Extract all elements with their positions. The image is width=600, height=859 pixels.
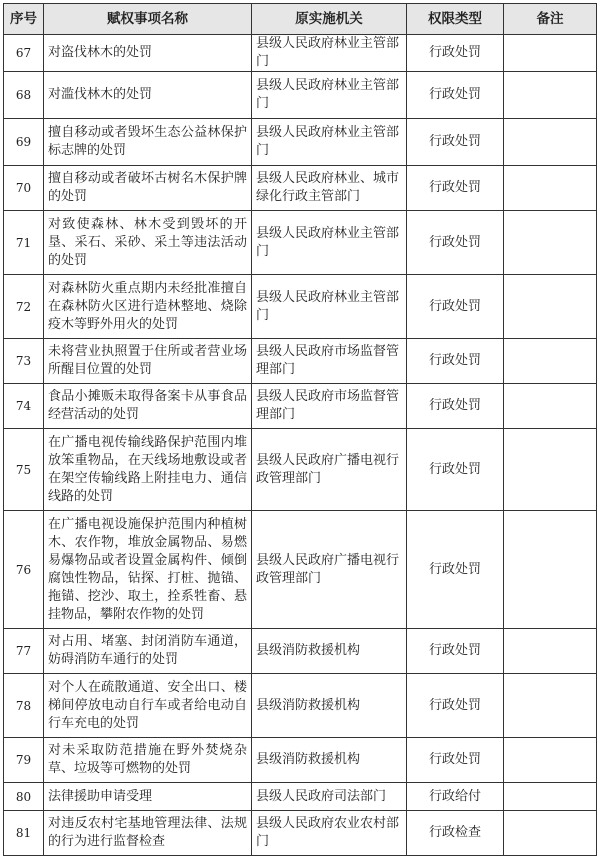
authority-type: 行政检查: [407, 811, 504, 856]
table-row: [4, 72, 597, 119]
row-number: 74: [4, 384, 44, 429]
original-agency: 县级消防救援机构: [252, 738, 407, 783]
authority-type: 行政处罚: [407, 72, 504, 119]
table-body: [4, 35, 597, 856]
authority-type: 行政处罚: [407, 384, 504, 429]
authority-type: 行政处罚: [407, 275, 504, 339]
table-row: [4, 783, 597, 811]
item-name: 对违反农村宅基地管理法律、法规的行为进行监督检查: [44, 811, 252, 856]
authority-type: 行政处罚: [407, 738, 504, 783]
table-row: [4, 211, 597, 275]
item-name: 对滥伐林木的处罚: [44, 72, 252, 119]
header-org: 原实施机关: [252, 4, 407, 35]
table-row: [4, 275, 597, 339]
remarks: [504, 275, 597, 339]
row-number: 75: [4, 429, 44, 511]
authority-type: 行政处罚: [407, 119, 504, 166]
item-name: 在广播电视传输线路保护范围内堆放笨重物品，在天线场地敷设或者在架空传输线路上附挂电力、通信线路的处罚: [44, 429, 252, 511]
remarks: [504, 384, 597, 429]
table-row: [4, 166, 597, 211]
original-agency: 县级人民政府广播电视行政管理部门: [252, 429, 407, 511]
remarks: [504, 811, 597, 856]
header-seq: 序号: [4, 4, 44, 35]
row-number: 79: [4, 738, 44, 783]
original-agency: 县级人民政府林业主管部门: [252, 35, 407, 72]
row-number: 73: [4, 339, 44, 384]
remarks: [504, 35, 597, 72]
table-row: [4, 119, 597, 166]
item-name: 对个人在疏散通道、安全出口、楼梯间停放电动自行车或者给电动自行车充电的处罚: [44, 674, 252, 738]
authority-type: 行政处罚: [407, 166, 504, 211]
row-number: 76: [4, 511, 44, 629]
row-number: 80: [4, 783, 44, 811]
authority-type: 行政处罚: [407, 35, 504, 72]
item-name: 食品小摊贩未取得备案卡从事食品经营活动的处罚: [44, 384, 252, 429]
row-number: 69: [4, 119, 44, 166]
remarks: [504, 511, 597, 629]
original-agency: 县级人民政府农业农村部门: [252, 811, 407, 856]
table-row: [4, 674, 597, 738]
original-agency: 县级人民政府林业主管部门: [252, 119, 407, 166]
table-row: [4, 339, 597, 384]
item-name: 对盗伐林木的处罚: [44, 35, 252, 72]
authority-type: 行政处罚: [407, 339, 504, 384]
header-item: 赋权事项名称: [44, 4, 252, 35]
original-agency: 县级人民政府司法部门: [252, 783, 407, 811]
original-agency: 县级人民政府林业、城市绿化行政主管部门: [252, 166, 407, 211]
row-number: 68: [4, 72, 44, 119]
row-number: 81: [4, 811, 44, 856]
table-row: [4, 429, 597, 511]
header-row: [4, 4, 597, 35]
table-row: [4, 738, 597, 783]
original-agency: 县级人民政府林业主管部门: [252, 275, 407, 339]
remarks: [504, 211, 597, 275]
item-name: 在广播电视设施保护范围内种植树木、农作物，堆放金属物品、易燃易爆物品或者设置金属构件、倾倒腐蚀性物品，钻探、打桩、抛锚、拖锚、挖沙、取土，拴系牲畜、悬挂物品，攀附农作物的处罚: [44, 511, 252, 629]
original-agency: 县级消防救援机构: [252, 629, 407, 674]
item-name: 对致使森林、林木受到毁坏的开垦、采石、采砂、采土等违法活动的处罚: [44, 211, 252, 275]
header-type: 权限类型: [407, 4, 504, 35]
item-name: 擅自移动或者破坏古树名木保护牌的处罚: [44, 166, 252, 211]
authority-type: 行政处罚: [407, 429, 504, 511]
item-name: 未将营业执照置于住所或者营业场所醒目位置的处罚: [44, 339, 252, 384]
row-number: 77: [4, 629, 44, 674]
original-agency: 县级人民政府市场监督管理部门: [252, 384, 407, 429]
table-row: [4, 629, 597, 674]
remarks: [504, 429, 597, 511]
original-agency: 县级人民政府广播电视行政管理部门: [252, 511, 407, 629]
authority-type: 行政处罚: [407, 674, 504, 738]
table-row: [4, 35, 597, 72]
remarks: [504, 339, 597, 384]
item-name: 对森林防火重点期内未经批准擅自在森林防火区进行造林整地、烧除疫木等野外用火的处罚: [44, 275, 252, 339]
authority-type: 行政处罚: [407, 511, 504, 629]
table-row: [4, 384, 597, 429]
remarks: [504, 674, 597, 738]
authority-type: 行政处罚: [407, 629, 504, 674]
row-number: 72: [4, 275, 44, 339]
remarks: [504, 629, 597, 674]
remarks: [504, 738, 597, 783]
remarks: [504, 166, 597, 211]
table-row: [4, 511, 597, 629]
remarks: [504, 72, 597, 119]
row-number: 71: [4, 211, 44, 275]
item-name: 擅自移动或者毁坏生态公益林保护标志牌的处罚: [44, 119, 252, 166]
header-note: 备注: [504, 4, 597, 35]
row-number: 67: [4, 35, 44, 72]
original-agency: 县级人民政府市场监督管理部门: [252, 339, 407, 384]
authority-type: 行政处罚: [407, 211, 504, 275]
original-agency: 县级人民政府林业主管部门: [252, 211, 407, 275]
remarks: [504, 119, 597, 166]
row-number: 70: [4, 166, 44, 211]
original-agency: 县级消防救援机构: [252, 674, 407, 738]
table-row: [4, 811, 597, 856]
remarks: [504, 783, 597, 811]
item-name: 对未采取防范措施在野外焚烧杂草、垃圾等可燃物的处罚: [44, 738, 252, 783]
item-name: 法律援助申请受理: [44, 783, 252, 811]
item-name: 对占用、堵塞、封闭消防车通道，妨碍消防车通行的处罚: [44, 629, 252, 674]
original-agency: 县级人民政府林业主管部门: [252, 72, 407, 119]
row-number: 78: [4, 674, 44, 738]
authority-table: [3, 3, 597, 856]
authority-type: 行政给付: [407, 783, 504, 811]
